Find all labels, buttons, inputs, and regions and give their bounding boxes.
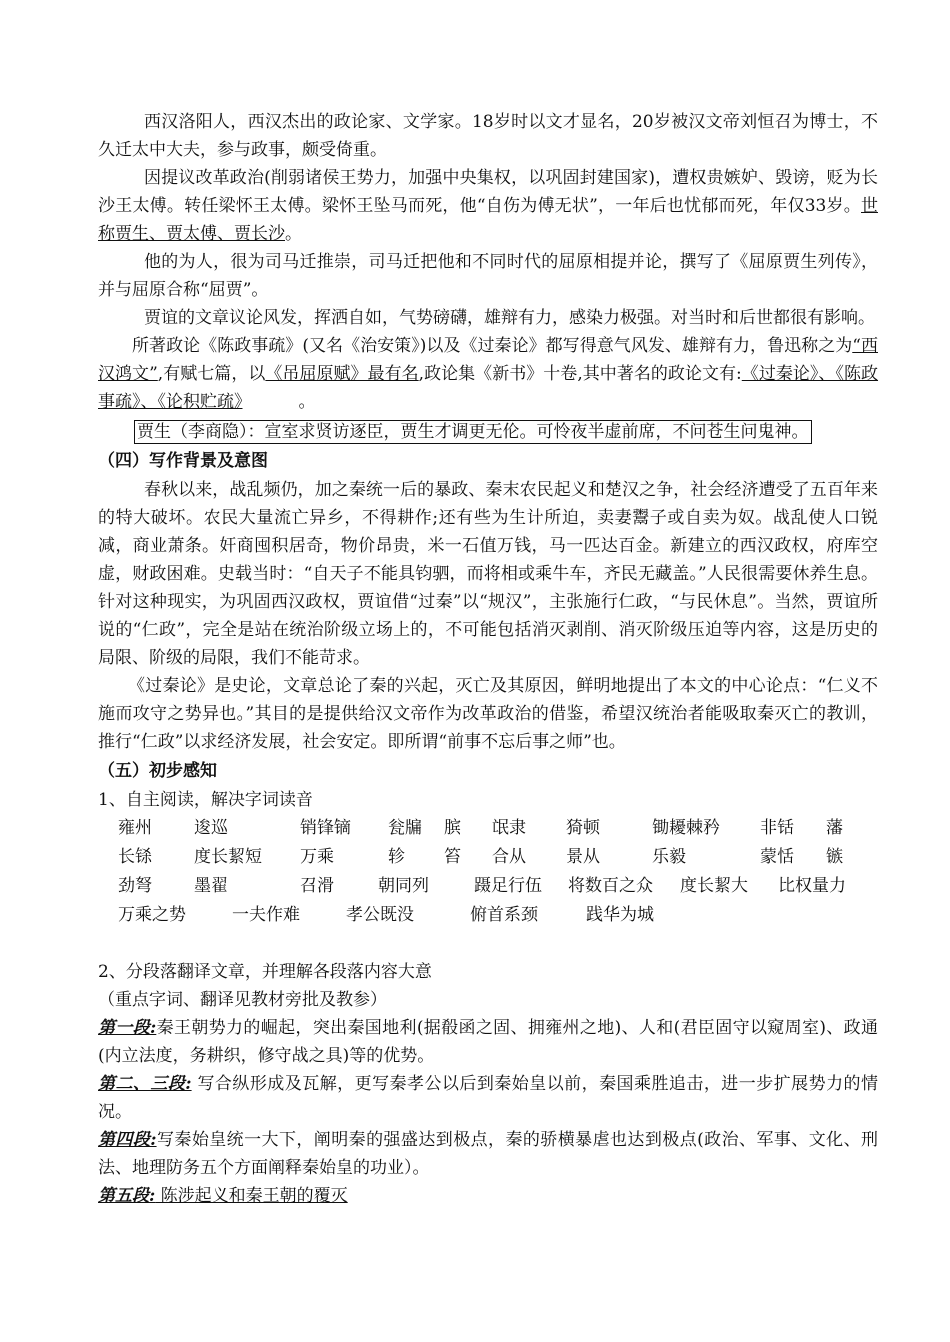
vocab-word: 猗顿	[566, 818, 600, 838]
vocab-word: 万乘	[300, 847, 334, 867]
segment-1: 第一段:秦王朝势力的崛起，突出秦国地利(据殽函之固、拥雍州之地)、人和(君臣固守以窥周室)、政通(内立法度，务耕织，修守战之具)等的优势。	[98, 1018, 878, 1066]
vocab-row	[118, 901, 878, 930]
section4-paragraph-1: 春秋以来，战乱频仍，加之秦统一后的暴政、秦末农民起义和楚汉之争，社会经济遭受了五百年来的特大破坏。农民大量流亡异乡，不得耕作;还有些为生计所迫，卖妻鬻子或自卖为奴。战乱使人口锐减，商业萧条。奸商囤积居奇，物价昂贵，米一石值万钱，马一匹达百金。新建立的西汉政权，府库空虚，财政困难。史载当时：“自天子不能具钧驷，而将相或乘牛车，齐民无藏盖。”人民很需要休养生息。针对这种现实，为巩固西汉政权，贾谊借“过秦”以“规汉”，主张施行仁政，“与民休息”。当然，贾谊所说的“仁政”，完全是站在统治阶级立场上的，不可能包括消灭剥削、消灭阶级压迫等内容，这是历史的局限、阶级的局限，我们不能苛求。	[98, 480, 878, 668]
vocab-word: 度长絜短	[194, 847, 262, 867]
bio-paragraph-2: 因提议改革政治(削弱诸侯王势力，加强中央集权，以巩固封建国家)，遭权贵嫉妒、毁谤，贬为长沙王太傅。转任梁怀王太傅。梁怀王坠马而死，他“自伤为傅无状”，一年后也忧郁而死，年仅33岁。世称贾生、贾太傅、贾长沙。	[98, 168, 878, 244]
vocab-word: 孝公既没	[346, 905, 414, 925]
vocab-word: 度长絜大	[680, 876, 748, 896]
segment-label: 第四段:	[98, 1130, 157, 1150]
vocab-word: 比权量力	[778, 876, 846, 896]
poem-line	[98, 418, 878, 446]
section4-heading: （四）写作背景及意图	[98, 451, 268, 471]
section5-note: （重点字词、翻译见教材旁批及教参）	[98, 990, 387, 1010]
title-underlined: 世称贾生、贾太傅、贾长沙	[98, 196, 878, 244]
vocab-word: 墨翟	[194, 876, 228, 896]
vocab-word: 一夫作难	[232, 905, 300, 925]
vocab-word: 践华为城	[586, 905, 654, 925]
vocab-word: 景从	[566, 847, 600, 867]
vocab-word: 合从	[492, 847, 526, 867]
document-page	[98, 108, 878, 1210]
vocab-word: 非铦	[760, 818, 794, 838]
section5-item-2: 2、分段落翻译文章，并理解各段落内容大意	[98, 962, 432, 982]
segment-2: 第二、三段: 写合纵形成及瓦解，更写秦孝公以后到秦始皇以前，秦国乘胜追击，进一步扩展势力的情况。	[98, 1074, 879, 1122]
vocab-word: 藩	[826, 818, 843, 838]
bio-paragraph-3: 他的为人，很为司马迁推崇，司马迁把他和不同时代的屈原相提并论，撰写了《屈原贾生列传》，并与屈原合称“屈贾”。	[98, 252, 878, 300]
vocab-word: 万乘之势	[118, 905, 186, 925]
vocab-word: 雍州	[118, 818, 152, 838]
vocab-word: 长铩	[118, 847, 152, 867]
vocab-word: 瓮牖	[388, 818, 422, 838]
vocab-word: 俯首系颈	[470, 905, 538, 925]
segment-3: 第四段:写秦始皇统一大下，阐明秦的强盛达到极点，秦的骄横暴虐也达到极点(政治、军事、文化、刑法、地理防务五个方面阐释秦始皇的功业）。	[98, 1130, 878, 1178]
section5-heading: （五）初步感知	[98, 761, 217, 781]
vocab-row	[118, 814, 878, 843]
vocab-word: 将数百之众	[568, 876, 653, 896]
segment-label: 第五段:	[98, 1186, 156, 1206]
vocab-word: 轸	[388, 847, 405, 867]
vocab-word: 乐毅	[652, 847, 686, 867]
vocab-word: 蹑足行伍	[474, 876, 542, 896]
vocab-word: 膑	[444, 818, 461, 838]
section5-item-1: 1、自主阅读，解决字词读音	[98, 790, 313, 810]
poem-box: 贾生（李商隐）：宣室求贤访逐臣，贾生才调更无伦。可怜夜半虚前席，不问苍生问鬼神。	[134, 420, 812, 444]
vocab-word: 逡巡	[194, 818, 228, 838]
bio-paragraph-5: 所著政论《陈政事疏》(又名《治安策》)以及《过秦论》都写得意气风发、雄辩有力，鲁迅称之为“西汉鸿文”,有赋七篇，以《吊屈原赋》最有名,政论集《新书》十卷,其中著名的政论文有:《过秦论》、《陈政事疏》、《论积贮疏》 。	[98, 336, 879, 412]
vocab-row	[118, 843, 878, 872]
segment-label: 第二、三段:	[98, 1074, 192, 1094]
section4-paragraph-2: 《过秦论》是史论，文章总论了秦的兴起，灭亡及其原因，鲜明地提出了本文的中心论点：“仁义不施而攻守之势异也。”其目的是提供给汉文帝作为改革政治的借鉴，希望汉统治者能吸取秦灭亡的教训，推行“仁政”以求经济发展，社会安定。即所谓“前事不忘后事之师”也。	[98, 676, 878, 752]
segment-4: 第五段: 陈涉起义和秦王朝的覆灭	[98, 1186, 348, 1206]
blank-line	[98, 930, 878, 958]
vocab-word: 销锋镝	[300, 818, 351, 838]
vocab-word: 朝同列	[378, 876, 429, 896]
bio-paragraph-4: 贾谊的文章议论风发，挥洒自如，气势磅礴，雄辩有力，感染力极强。对当时和后世都很有影响。	[144, 308, 875, 328]
segment-label: 第一段:	[98, 1018, 157, 1038]
vocab-word: 镞	[826, 847, 843, 867]
vocab-word: 蒙恬	[760, 847, 794, 867]
vocab-word: 氓隶	[492, 818, 526, 838]
vocab-word: 锄耰棘矜	[652, 818, 720, 838]
vocab-word: 劲弩	[118, 876, 152, 896]
vocab-row	[118, 872, 878, 901]
vocab-word: 笞	[444, 847, 461, 867]
vocab-list	[118, 814, 878, 930]
bio-paragraph-1: 西汉洛阳人，西汉杰出的政论家、文学家。18岁时以文才显名，20岁被汉文帝刘恒召为博士，不久迁太中大夫，参与政事，颇受倚重。	[98, 112, 878, 160]
vocab-word: 召滑	[300, 876, 334, 896]
